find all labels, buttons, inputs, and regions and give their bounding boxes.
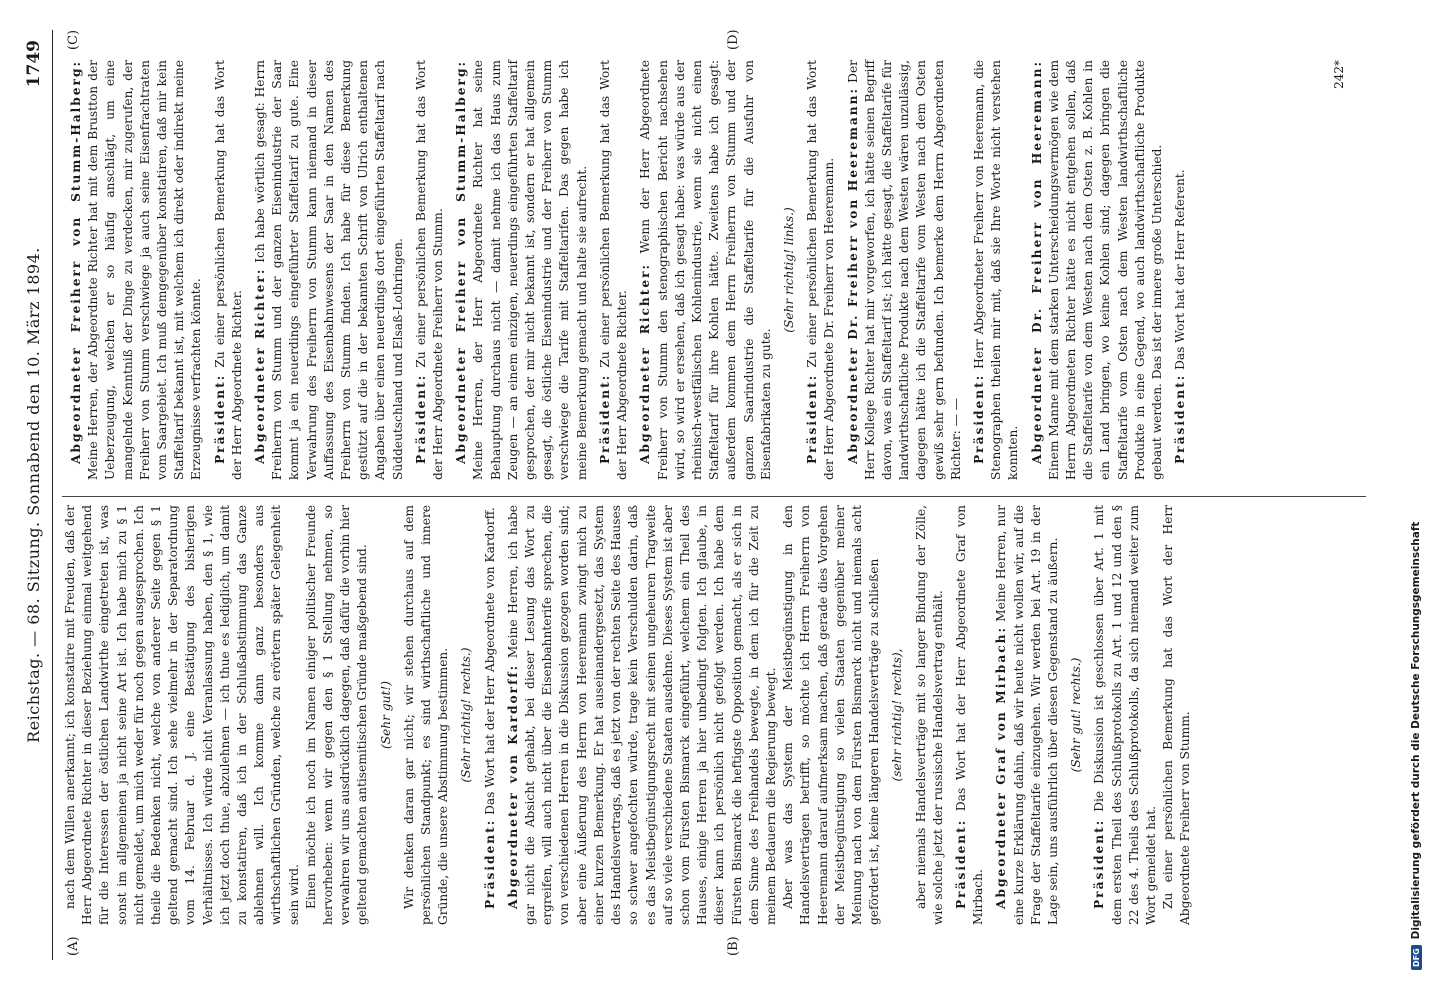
speaker-name: Abgeordneter Freiherr von Stumm-Halberg: xyxy=(454,60,469,464)
footer-note xyxy=(1410,30,1422,970)
body-paragraph: Aber was das System der Meistbegünstigung in den Handelsverträgen betrifft, so möchte ich Herrn Freiherrn von Heeremann darauf aufmerksam machen, daß gerade dies Vorgehen der Meistbegünstigung so vielen Staaten gegenüber meiner Meinung nach von dem Fürsten Bismarck nicht und niemals acht gefördert ist, keine längeren Handelsverträge zu schließen xyxy=(781,505,882,925)
speech-text: Das Wort hat der Herr Abgeordnete Graf von Mirbach. xyxy=(953,504,986,925)
speech-text: Meine Herren, der Abgeordnete Richter hat mit dem Brustton der Ueberzeugung, welchen er so häufig anschlägt, um eine mangelnde Kenntniß der Dinge zu verdecken, mir zugerufen, der Freiherr von Stumm verschwiege ja auch seine Eisenfrachtraten vom Saargebiet. Ich muß demgegenüber konstatiren, daß mir kein Staffeltarif bekannt ist, mit welchem ich direkt oder indirekt meine Erzeugnisse verfrachten könnte. xyxy=(86,60,204,480)
speech-paragraph xyxy=(252,60,407,480)
footer-text: Digitalisierung gefördert durch die Deutsche Forschungsgemeinschaft xyxy=(1410,521,1422,940)
stage-direction: (Sehr richtig! links.) xyxy=(781,207,796,333)
speech-text: Zu einer persönlichen Bemerkung hat das Wort der Herr Abgeordnete Freiherr von Stumm. xyxy=(413,60,446,480)
speaker-name: Abgeordneter Graf von Mirbach: xyxy=(994,625,1009,909)
speaker-name: Abgeordneter Richter: xyxy=(638,262,653,464)
body-paragraph: aber niemals Handelsverträge mit so langer Bindung der Zölle, wie solche jetzt der russische Handelsvertrag enthält. xyxy=(913,505,945,925)
speech-text: Zu einer persönlichen Bemerkung hat das Wort der Herr Abgeordnete Richter. xyxy=(597,60,630,480)
speech-paragraph xyxy=(453,60,591,480)
speech-paragraph xyxy=(971,60,1023,480)
speaker-name: Präsident: xyxy=(212,373,227,464)
margin-mark-b: (B) xyxy=(726,936,741,956)
speaker-name: Präsident: xyxy=(805,373,820,464)
document-page xyxy=(6,0,1426,1000)
body-paragraph: nach dem Willen anerkannt; ich konstatire mit Freuden, daß der Herr Abgeordnete Richter in dieser Beziehung einmal weitgehend für die Interessen der östlichen Landwirthe eingetreten ist, was sonst im allgemeinen ja nicht seine Art ist. Ich habe mich zu § 1 nicht gemeldet, um mich weder für noch gegen ausgesprochen. Ich theile die Bedenken nicht, welche von anderer Seite gegen § 1 geltend gemacht sind. Ich sehe vielmehr in der Separatordnung vom 14. Februar d. J. eine Bestätigung des bisherigen Verhältnisses. Ich würde nicht Veranlassung haben, den § 1, wie ich jetzt doch thue, abzulehnen — ich thue es lediglich, um damit zu konstatiren, daß ich in der Schlußabstimmung das Ganze ablehnen will. Ich komme dann ganz besonders aus wirthschaftlichen Gründen, welche zu erörtern später Gelegenheit sein wird. xyxy=(63,505,301,925)
body-paragraph: Einen möchte ich noch im Namen einiger politischer Freunde hervorheben: wenn wir gegen den § 1 Stellung nehmen, so verwahren wir uns ausdrücklich dagegen, daß dafür die vorhin hier geltend gemachten antisemitischen Gründe maßgebend sind. xyxy=(303,505,370,925)
speech-paragraph xyxy=(1172,60,1189,480)
speech-paragraph xyxy=(505,505,780,925)
header-rule xyxy=(52,30,53,960)
speech-paragraph xyxy=(413,60,447,480)
speech-text: Herr Abgeordneter Freiherr von Heeremann, die Stenographen theilen mir mit, daß sie Ihre Worte nicht verstehen konnten. xyxy=(971,59,1021,480)
speech-paragraph xyxy=(993,505,1062,925)
speech-paragraph xyxy=(845,60,965,480)
page-header xyxy=(24,30,50,960)
stage-direction: (Sehr richtig! rechts.) xyxy=(459,647,474,783)
speaker-name: Abgeordneter Dr. Freiherr von Heeremann: xyxy=(845,86,860,464)
speaker-name: Präsident: xyxy=(413,373,428,464)
speech-paragraph xyxy=(1029,60,1167,480)
speaker-name: Präsident: xyxy=(482,818,497,909)
speech-paragraph xyxy=(1091,505,1160,925)
speech-text: Meine Herren, nur eine kurze Erklärung dahin, daß wir heute nicht wollen wir, auf die Frage der Staffeltarife einzugehen. Wir werden bei Art. 19 in der Lage sein, uns ausführlich über diesen Gegenstand zu äußern. xyxy=(994,505,1060,925)
speech-paragraph xyxy=(212,60,246,480)
stage-direction: (Sehr gut!) xyxy=(378,680,393,750)
page-number: 1749 xyxy=(24,40,44,88)
speech-paragraph xyxy=(637,60,775,480)
speaker-name: Abgeordneter von Kardorff: xyxy=(505,663,520,909)
stage-direction: (Sehr gut! rechts.) xyxy=(1069,657,1084,773)
speaker-name: Präsident: xyxy=(597,373,612,464)
speech-text: Ich habe wörtlich gesagt: Herrn Freiherrn von Stumm und der ganzen Eisenindustrie der Saar kommt ja ein neuerdings eingeführter Staffeltarif zu gute. Eine Verwahrung des Freiherrn von Stumm kann niemand in dieser Auffassung des Eisenbahnwesens der Saar in den Namen des Freiherrn von Stumm finden. Ich habe für diese Bemerkung gestützt auf die in der bekannten Schrift von Ulrich enthaltenen Angaben über einen neuerdings dort eingeführten Staffeltarif nach Süddeutschland und Elsaß-Lothringen. xyxy=(253,59,405,480)
running-title: Reichstag. — 68. Sitzung. Sonnabend den 10. März 1894. xyxy=(24,247,43,743)
speaker-name: Abgeordneter Freiherr von Stumm-Halberg: xyxy=(69,60,83,464)
speaker-name: Präsident: xyxy=(971,373,986,464)
signature-mark: 242* xyxy=(1332,60,1346,89)
speech-text: Meine Herren, der Herr Abgeordnete Richter hat seine Behauptung durchaus nicht — damit nehme ich das Haus zum Zeugen — an einem einzigen, neuerdings eingeführten Staffeltarif gesprochen, der mir nicht bekannt ist, sondern er hat allgemein gesagt, die östliche Eisenindustrie und der Freiherr von Stumm verschwiege die Tarife mit Staffeltarifen. Das gegen habe ich meine Bemerkung gemacht und halte sie aufrecht. xyxy=(471,60,589,480)
speech-text: Zu einer persönlichen Bemerkung hat das Wort der Herr Abgeordnete Richter. xyxy=(212,60,244,480)
speech-text: Meine Herren, ich habe gar nicht die Absicht gehabt, bei dieser Lesung das Wort zu ergreifen, will auch nicht über die Eisenbahnterife sprechen, die von verschiedenen Herren in die Diskussion gezogen worden sind; aber eine Äußerung des Herrn von Heeremann zwingt mich zu einer kurzen Bemerkung. Er hat auseinandergesetzt, das System des Handelsvertrags, daß es jetzt von der rechten Seite des Hauses so schwer angefochten würde, trage kein Verschulden darin, daß es das Meistbegünstigungsrecht mit seinen ungeheuren Tragweite auf so viele verschiedene Staaten ausdehne. Dieses System ist aber schon vom Fürsten Bismarck eingeführt, welchem ein Theil des Hauses, einige Herren ja hier unbedingt folgten. Ich glaube, in dieser kann ich persönlich nicht gefolgt werden. Ich habe dem Fürsten Bismarck die heftigste Opposition gemacht, als er sich in dem Sinne des Freihandels bewegte, in dem ich für die Zeit zu meinem Bedauern die Regierung bewegt. xyxy=(505,505,778,925)
margin-mark-a: (A) xyxy=(66,936,81,956)
left-column xyxy=(62,505,1195,925)
speech-text: Zu einer persönlichen Bemerkung hat das Wort der Herr Abgeordnete Dr. Freiherr von Heeremann. xyxy=(805,60,837,480)
speech-paragraph xyxy=(482,505,499,925)
speech-text: Die Diskussion ist geschlossen über Art. 1 mit dem ersten Theil des Schlußprotokolls zu Art. 1 und 12 und den § 22 des 4. Theils des Schlußprotokolls, da sich niemand weiter zum Wort gemeldet hat. xyxy=(1092,505,1158,925)
speaker-name: Präsident: xyxy=(953,818,968,909)
speech-text: Der Herr Kollege Richter hat mir vorgeworfen, ich hätte seinen Begriff davon, was ein Staffeltarif ist; ich hätte gesagt, die Staffeltarife für landwirthschaftliche Produkte nach dem Westen wären unzulässig, dagegen hätte ich die Staffeltarife vom Westen nach dem Osten gewiß sehr gern befunden. Ich bemerke dem Herrn Abgeordneten Richter: — — xyxy=(845,60,963,480)
margin-mark-d: (D) xyxy=(726,29,741,50)
speaker-name: Abgeordneter Richter: xyxy=(253,267,268,464)
speech-paragraph xyxy=(953,505,987,925)
stage-direction: (sehr richtig! rechts), xyxy=(890,648,905,782)
speech-paragraph xyxy=(597,60,631,480)
speech-text: Wenn der Herr Abgeordnete Freiherr von Stumm den stenographischen Bericht nachsehen wird, so wird er ersehen, daß ich gesagt habe: was würde aus der rheinisch-westfälischen Kohlenindustrie, wenn sie nicht einen Staffeltarif für ihre Kohlen hätte. Zweitens habe ich gesagt: außerdem kommen dem Herrn Freiherrn von Stumm und der ganzen Saarindustrie die Staffeltarife für die Ausfuhr von Eisenfabrikaten zu gute. xyxy=(638,60,773,480)
body-paragraph: Zu einer persönlichen Bemerkung hat das Wort der Herr Abgeordnete Freiherr von Stumm. xyxy=(1161,505,1193,925)
speech-text: Das Wort hat der Herr Abgeordnete von Kardorff. xyxy=(482,507,497,815)
speaker-name: Präsident: xyxy=(1092,818,1107,909)
speech-text: Das Wort hat der Herr Referent. xyxy=(1173,169,1188,370)
speech-paragraph xyxy=(804,60,838,480)
speaker-name: Abgeordneter Dr. Freiherr von Heeremann: xyxy=(1029,60,1044,464)
speech-text: Einem Manne mit dem starken Unterscheidungsvermögen wie dem Herrn Abgeordneten Richter hätte es nicht entgehen sollen, daß die Staffeltarife von dem Westen nach dem Osten z. B. Kohlen in ein Land bringen, wo keine Kohlen sind; dagegen bringen die Staffeltarife vom Osten nach dem Westen landwirthschaftliche Produkte in eine Gegend, wo auch landwirthschaftliche Produkte gebaut werden. Das ist der innere große Unterschied. xyxy=(1046,60,1164,480)
margin-mark-c: (C) xyxy=(66,29,81,50)
speaker-name: Präsident: xyxy=(1173,373,1188,464)
body-paragraph: Wir denken daran gar nicht; wir stehen durchaus auf dem persönlichen Standpunkt; es sind wirthschaftliche und innere Gründe, die unsere Abstimmung bestimmen. xyxy=(401,505,451,925)
speech-paragraph xyxy=(68,60,206,480)
column-divider xyxy=(62,496,1366,497)
right-column xyxy=(62,60,1189,480)
dfg-logo: DFG xyxy=(1411,945,1422,970)
